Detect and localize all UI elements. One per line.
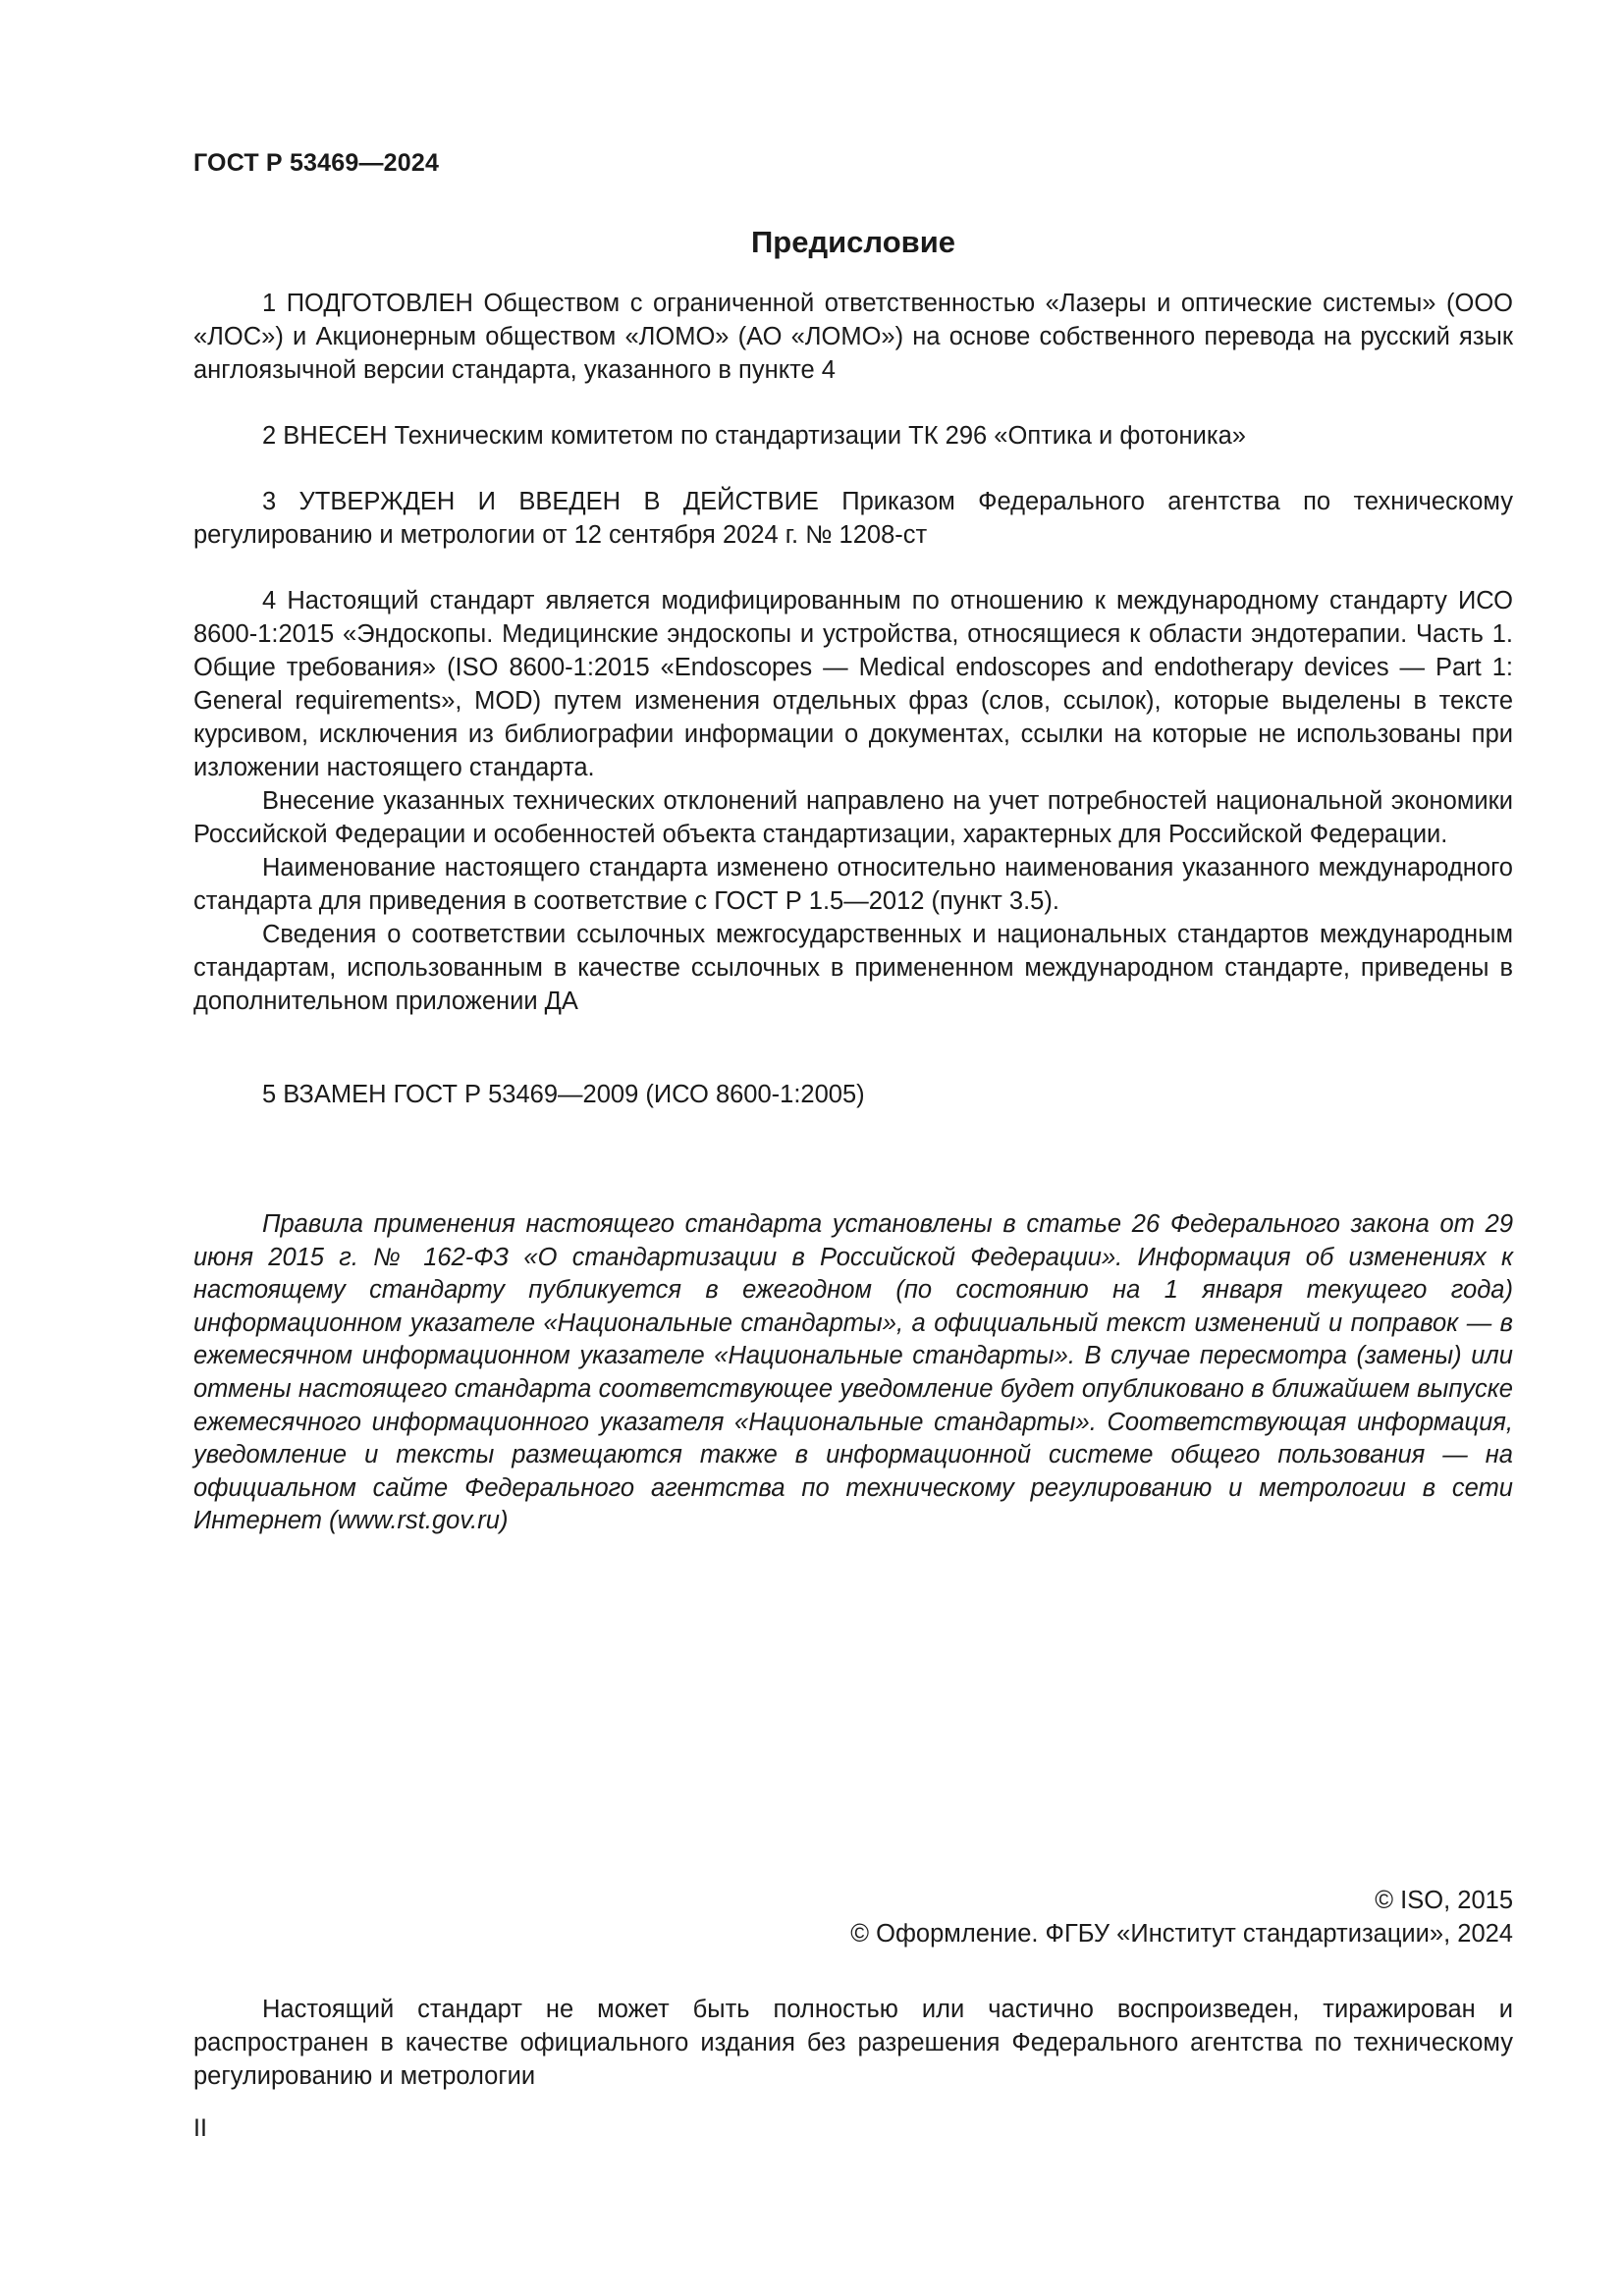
copyright-iso: © ISO, 2015 (1375, 1887, 1513, 1914)
section-4-paragraph-4: Сведения о соответствии ссылочных межгосударственных и национальных стандартов международным стандартам, использованным в качестве ссылочных в примененном международном стандарте, приведены в дополнительном приложении ДА (193, 921, 1513, 1015)
section-5-text: 5 ВЗАМЕН ГОСТ Р 53469—2009 (ИСО 8600-1:2005) (262, 1081, 865, 1108)
section-3-text: 3 УТВЕРЖДЕН И ВВЕДЕН В ДЕЙСТВИЕ Приказом Федерального агентства по техническому регулированию и метрологии от 12 сентября 2024 г. № 1208-ст (193, 488, 1513, 549)
section-4 (193, 584, 1513, 1018)
section-4-paragraph-2: Внесение указанных технических отклонений направлено на учет потребностей национальной экономики Российской Федерации и особенностей объекта стандартизации, характерных для Российской Федерации. (193, 787, 1513, 848)
copyright-design: © Оформление. ФГБУ «Институт стандартизации», 2024 (850, 1920, 1513, 1948)
rules-notice-text: Правила применения настоящего стандарта установлены в статье 26 Федерального закона от 29 июня 2015 г. № 162-ФЗ «О стандартизации в Российской Федерации». Информация об изменениях к настоящему стандарту публикуется в ежегодном (по состоянию на 1 января текущего года) информационном указателе «Национальные стандарты», а официальный текст изменений и поправок — в ежемесячном информационном указателе «Национальные стандарты». В случае пересмотра (замены) или отмены настоящего стандарта соответствующее уведомление будет опубликовано в ближайшем выпуске ежемесячного информационного указателя «Национальные стандарты». Соответствующая информация, уведомление и тексты размещаются также в информационной системе общего пользования — на официальном сайте Федерального агентства по техническому регулированию и метрологии в сети Интернет (www.rst.gov.ru) (193, 1210, 1513, 1535)
standard-code: ГОСТ Р 53469—2024 (193, 149, 440, 177)
reproduction-notice-text: Настоящий стандарт не может быть полностью или частично воспроизведен, тиражирован и распространен в качестве официального издания без разрешения Федерального агентства по техническому регулированию и метрологии (193, 1996, 1513, 2090)
rules-notice (193, 1208, 1513, 1538)
section-5 (193, 1078, 1513, 1111)
section-2-text: 2 ВНЕСЕН Техническим комитетом по стандартизации ТК 296 «Оптика и фотоника» (262, 422, 1246, 450)
section-2 (193, 419, 1513, 453)
section-3 (193, 485, 1513, 552)
section-4-paragraph-3: Наименование настоящего стандарта изменено относительно наименования указанного международного стандарта для приведения в соответствие с ГОСТ Р 1.5—2012 (пункт 3.5). (193, 854, 1513, 915)
section-4-paragraph-1: 4 Настоящий стандарт является модифицированным по отношению к международному стандарту ИСО 8600-1:2015 «Эндоскопы. Медицинские эндоскопы и устройства, относящиеся к области эндотерапии. Часть 1. Общие требования» (ISO 8600-1:2015 «Endoscopes — Medical endoscopes and endotherapy devices — Part 1: General requirements», MOD) путем изменения отдельных фраз (слов, ссылок), которые выделены в тексте курсивом, исключения из библиографии информации о документах, ссылки на которые не использованы при изложении настоящего стандарта. (193, 587, 1513, 781)
page-number: II (193, 2114, 207, 2142)
page-title: Предисловие (750, 225, 955, 259)
section-1-text: 1 ПОДГОТОВЛЕН Обществом с ограниченной ответственностью «Лазеры и оптические системы» (ООО «ЛОС») и Акционерным обществом «ЛОМО» (АО «ЛОМО») на основе собственного перевода на русский язык англоязычной версии стандарта, указанного в пункте 4 (193, 290, 1513, 384)
section-1 (193, 287, 1513, 387)
reproduction-notice (193, 1993, 1513, 2093)
